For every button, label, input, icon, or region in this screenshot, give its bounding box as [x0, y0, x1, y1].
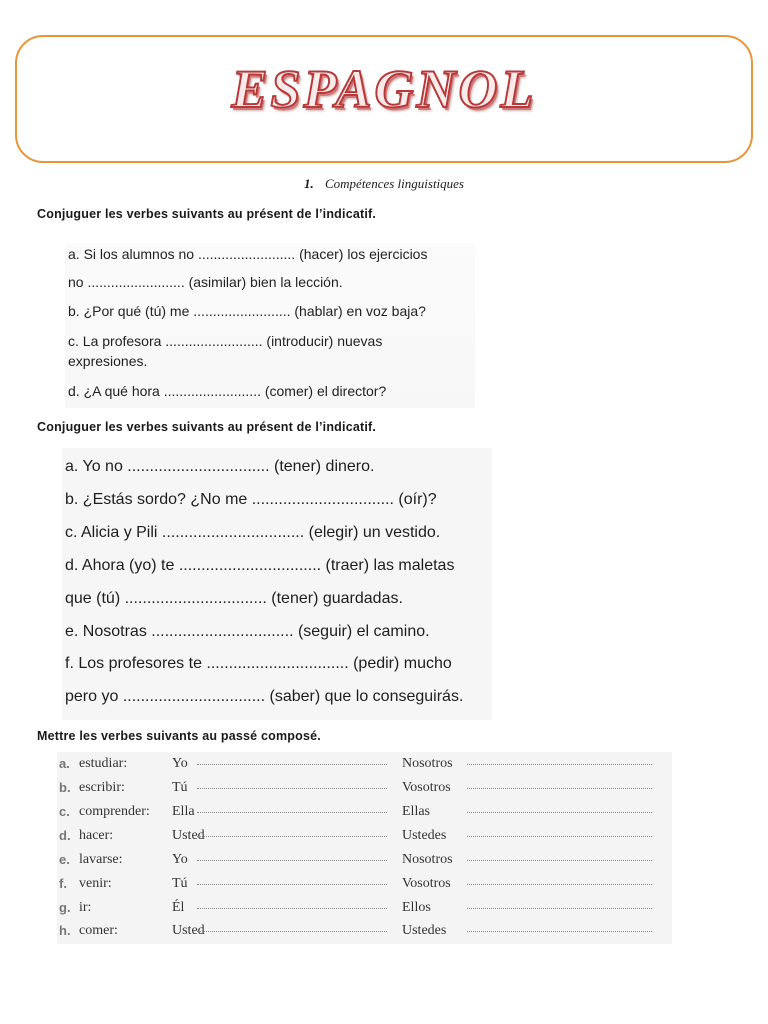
- exercise-2-line: b. ¿Estás sordo? ¿No me ................................ (oír)?: [65, 491, 437, 508]
- instruction-3: Mettre les verbes suivants au passé composé.: [37, 729, 321, 743]
- instruction-2: Conjuguer les verbes suivants au présent de l’indicatif.: [37, 420, 377, 434]
- section-title: Compétences linguistiques: [324, 176, 464, 191]
- subject-pronoun: Tú: [172, 780, 188, 795]
- conjugation-row: [57, 852, 672, 874]
- verb-infinitive: lavarse:: [79, 852, 123, 867]
- answer-blank[interactable]: [467, 931, 652, 932]
- exercise-1-line: no ......................... (asimilar) bien la lección.: [68, 274, 343, 290]
- exercise-1-line: d. ¿A qué hora ......................... (comer) el director?: [68, 383, 387, 399]
- item-letter: h.: [59, 923, 71, 938]
- subject-pronoun: Ella: [172, 804, 195, 819]
- subject-pronoun-plural: Ellos: [402, 900, 431, 915]
- answer-blank[interactable]: [467, 836, 652, 837]
- exercise-2-line: c. Alicia y Pili ................................ (elegir) un vestido.: [65, 524, 441, 541]
- exercise-1-line: b. ¿Por qué (tú) me ......................... (hablar) en voz baja?: [68, 303, 426, 319]
- conjugation-row: [57, 828, 672, 850]
- verb-infinitive: hacer:: [79, 828, 114, 843]
- item-letter: c.: [59, 804, 70, 819]
- conjugation-row: [57, 780, 672, 802]
- answer-blank[interactable]: [197, 764, 387, 765]
- verb-infinitive: comer:: [79, 923, 118, 938]
- subject-pronoun-plural: Ustedes: [402, 828, 447, 843]
- exercise-1-line: a. Si los alumnos no ......................... (hacer) los ejercicios: [68, 246, 428, 262]
- subject-pronoun-plural: Vosotros: [402, 876, 451, 891]
- verb-infinitive: venir:: [79, 876, 112, 891]
- subject-pronoun-plural: Vosotros: [402, 780, 451, 795]
- item-letter: a.: [59, 756, 70, 771]
- subject-pronoun-plural: Nosotros: [402, 852, 453, 867]
- answer-blank[interactable]: [467, 788, 652, 789]
- answer-blank[interactable]: [467, 884, 652, 885]
- conjugation-row: [57, 804, 672, 826]
- page-title: ESPAGNOL: [231, 59, 537, 119]
- section-heading: [0, 176, 768, 192]
- verb-infinitive: estudiar:: [79, 756, 128, 771]
- item-letter: g.: [59, 900, 71, 915]
- conjugation-row: [57, 756, 672, 778]
- subject-pronoun: Usted: [172, 923, 205, 938]
- exercise-1-block: [65, 243, 475, 408]
- exercise-2-line: pero yo ................................ (saber) que lo conseguirás.: [65, 688, 464, 705]
- instruction-1: Conjuguer les verbes suivants au présent de l’indicatif.: [37, 207, 377, 221]
- item-letter: d.: [59, 828, 71, 843]
- answer-blank[interactable]: [197, 788, 387, 789]
- answer-blank[interactable]: [467, 764, 652, 765]
- answer-blank[interactable]: [467, 908, 652, 909]
- subject-pronoun: Él: [172, 900, 185, 915]
- exercise-2-line: f. Los profesores te ................................ (pedir) mucho: [65, 655, 452, 672]
- item-letter: e.: [59, 852, 70, 867]
- answer-blank[interactable]: [467, 812, 652, 813]
- answer-blank[interactable]: [197, 812, 387, 813]
- exercise-1-line: c. La profesora ......................... (introducir) nuevas: [68, 333, 383, 349]
- conjugation-row: [57, 876, 672, 898]
- exercise-2-line: que (tú) ................................ (tener) guardadas.: [65, 590, 403, 607]
- conjugation-row: [57, 923, 672, 945]
- subject-pronoun: Yo: [172, 852, 188, 867]
- subject-pronoun-plural: Nosotros: [402, 756, 453, 771]
- answer-blank[interactable]: [197, 884, 387, 885]
- answer-blank[interactable]: [467, 860, 652, 861]
- subject-pronoun: Usted: [172, 828, 205, 843]
- answer-blank[interactable]: [197, 836, 387, 837]
- item-letter: f.: [59, 876, 67, 891]
- conjugation-row: [57, 900, 672, 922]
- exercise-3-block: [57, 752, 672, 944]
- section-number: 1.: [303, 176, 314, 191]
- exercise-2-block: [62, 448, 492, 720]
- subject-pronoun-plural: Ustedes: [402, 923, 447, 938]
- subject-pronoun: Tú: [172, 876, 188, 891]
- answer-blank[interactable]: [197, 860, 387, 861]
- exercise-1-line: expresiones.: [68, 353, 148, 369]
- exercise-2-line: a. Yo no ................................ (tener) dinero.: [65, 458, 375, 475]
- exercise-2-line: d. Ahora (yo) te ................................ (traer) las maletas: [65, 557, 455, 574]
- item-letter: b.: [59, 780, 71, 795]
- exercise-2-line: e. Nosotras ................................ (seguir) el camino.: [65, 623, 430, 640]
- subject-pronoun-plural: Ellas: [402, 804, 430, 819]
- verb-infinitive: ir:: [79, 900, 92, 915]
- answer-blank[interactable]: [197, 908, 387, 909]
- subject-pronoun: Yo: [172, 756, 188, 771]
- answer-blank[interactable]: [197, 931, 387, 932]
- verb-infinitive: escribir:: [79, 780, 125, 795]
- verb-infinitive: comprender:: [79, 804, 150, 819]
